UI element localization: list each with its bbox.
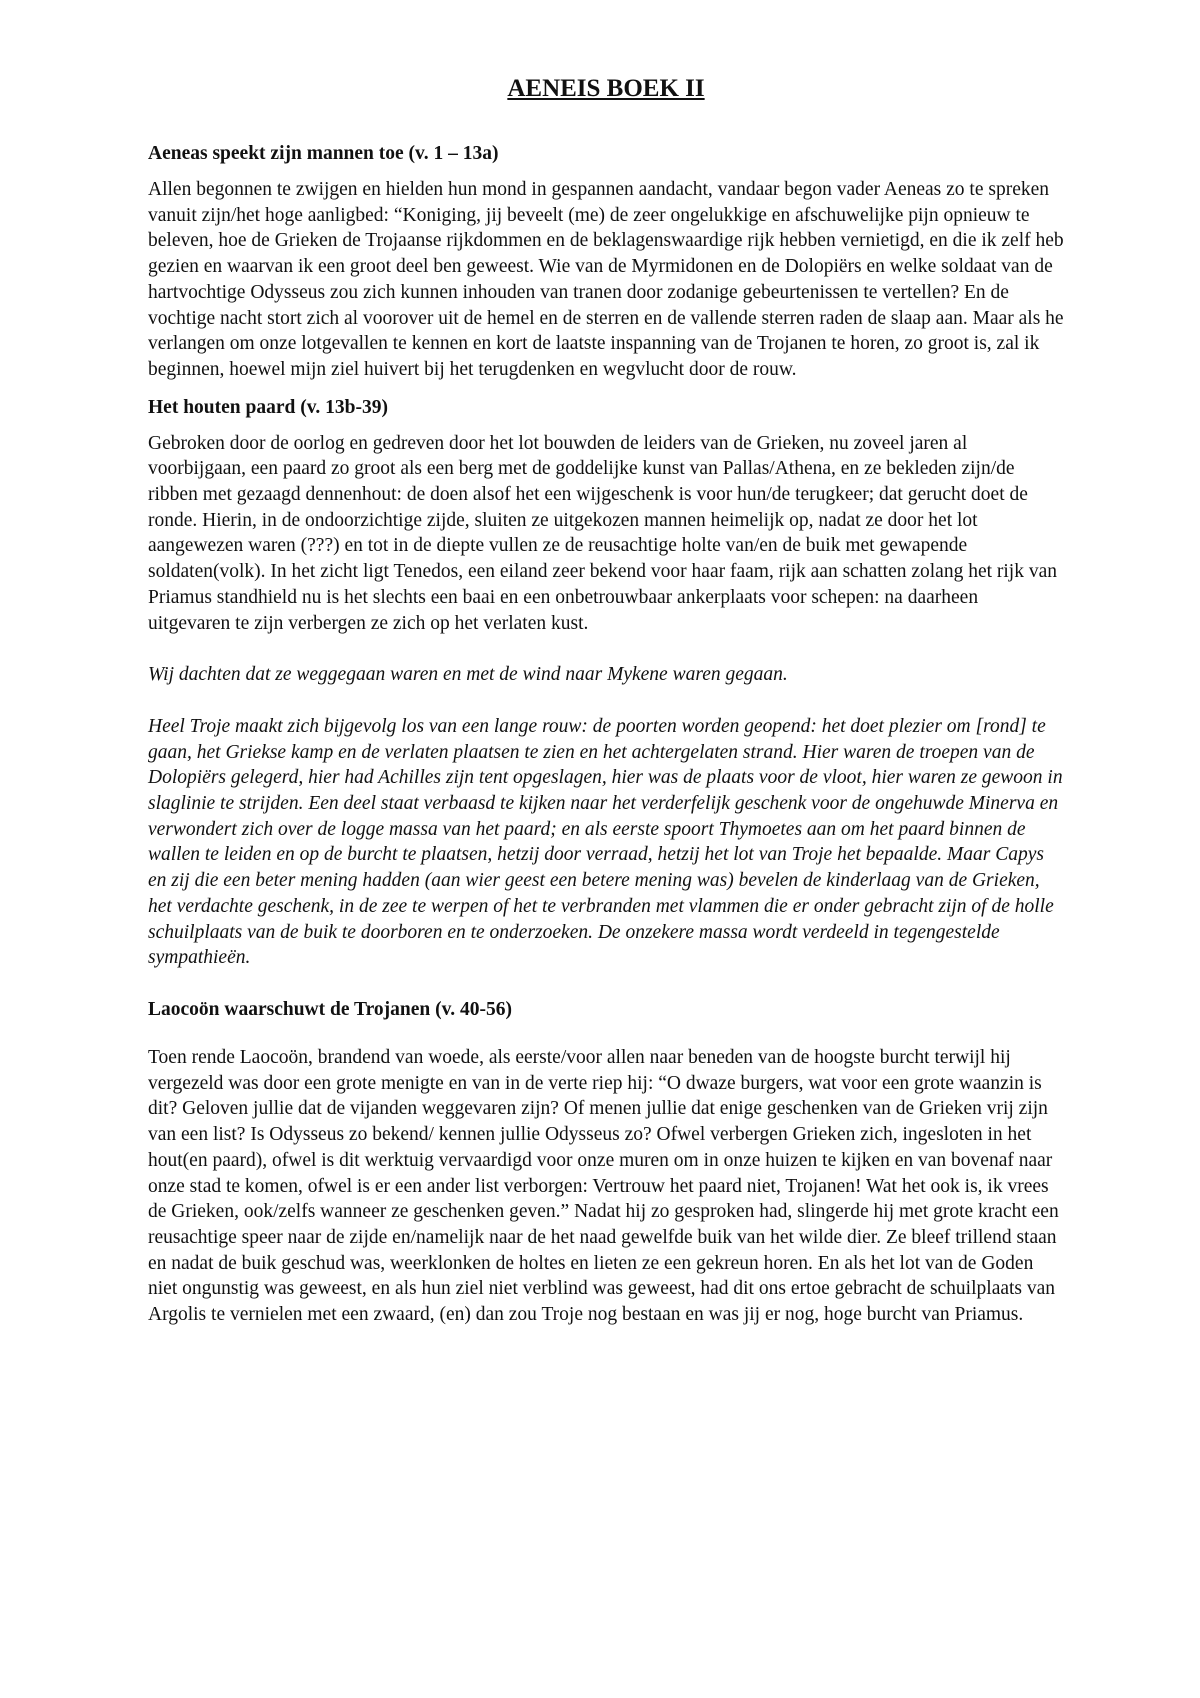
- section-paragraph: Allen begonnen te zwijgen en hielden hun mond in gespannen aandacht, vandaar begon vader Aeneas zo te spreken vanuit zijn/het hoge aanligbed: “Koniging, jij beveelt (me) de zeer ongelukkige en afschuwelijke pijn opnieuw te beleven, hoe de Grieken de Trojaanse rijkdommen en de beklagenswaardige rijk hebben vernietigd, en die ik zelf heb gezien en waarvan ik een groot deel ben geweest. Wie van de Myrmidonen en de Dolopiërs en welke soldaat van de hartvochtige Odysseus zou zich kunnen inhouden van tranen door zodanige gebeurtenissen te vertellen? En de vochtige nacht stort zich al voorover uit de hemel en de sterren en de vallende sterren raden de slaap aan. Maar als he verlangen om onze lotgevallen te kennen en kort de laatste inspanning van de Trojanen te horen, zo groot is, zal ik beginnen, hoewel mijn ziel huivert bij het terugdenken en wegvlucht door de rouw.: [148, 179, 1064, 380]
- section-paragraph: Toen rende Laocoön, brandend van woede, als eerste/voor allen naar beneden van de hoogste burcht terwijl hij vergezeld was door een grote menigte en van in de verte riep hij: “O dwaze burgers, wat voor een grote waanzin is dit? Geloven jullie dat de vijanden weggevaren zijn? Of menen jullie dat enige geschenken van de Grieken vrij zijn van een list? Is Odysseus zo bekend/ kennen jullie Odysseus zo? Ofwel verbergen Grieken zich, ingesloten in het hout(en paard), ofwel is dit werktuig vervaardigd voor onze muren om in onze huizen te kijken en van bovenaf naar onze stad te komen, ofwel is er een ander list verborgen: Vertrouw het paard niet, Trojanen! Wat het ook is, ik vrees de Grieken, ook/zelfs wanneer ze geschenken geven.” Nadat hij zo gesproken had, slingerde hij met grote kracht een reusachtige speer naar de zijde en/namelijk naar de het naad gewelfde buik van het wilde dier. Ze bleef trillend staan en nadat de buik geschud was, weerklonken de holtes en lieten ze een gekreun horen. En als het lot van de Goden niet ongunstig was geweest, en als hun ziel niet verblind was geweest, had dit ons ertoe gebracht de schuilplaats van Argolis te vernielen met een zwaard, (en) dan zou Troje nog bestaan en was jij er nog, hoge burcht van Priamus.: [148, 1046, 1059, 1326]
- section-heading-wooden-horse: Het houten paard (v. 13b-39): [148, 396, 388, 418]
- document-body: [148, 68, 1064, 1340]
- section-heading-aeneas-speaks: Aeneas speekt zijn mannen toe (v. 1 – 13a): [148, 143, 499, 164]
- section-heading-laocoon: Laocoön waarschuwt de Trojanen (v. 40-56): [148, 998, 513, 1020]
- italic-paragraph: Heel Troje maakt zich bijgevolg los van een lange rouw: de poorten worden geopend: het doet plezier om [rond] te gaan, het Griekse kamp en de verlaten plaatsen te zien en het achtergelaten strand. Hier waren de troepen van de Dolopiërs gelegerd, hier had Achilles zijn tent opgeslagen, hier was de plaats voor de vloot, hier waren ze gewoon in slaglinie te strijden. Een deel staat verbaasd te kijken naar het verderfelijk geschenk voor de ongehuwde Minerva en verwondert zich over de logge massa van het paard; en als eerste spoort Thymoetes aan om het paard binnen de wallen te leiden en op de burcht te plaatsen, hetzij door verraad, hetzij het lot van Troje het bepaalde. Maar Capys en zij die een beter mening hadden (aan wier geest een betere mening was) bevelen de kinderlaag van de Grieken, het verdachte geschenk, in de zee te werpen of het te verbranden met vlammen die er onder gebracht zijn of de holle schuilplaats van de buik te doorboren en te onderzoeken. De onzekere massa wordt verdeeld in tegengestelde sympathieën.: [148, 715, 1063, 969]
- italic-paragraph: Wij dachten dat ze weggegaan waren en met de wind naar Mykene waren gegaan.: [148, 664, 788, 686]
- section-paragraph: Gebroken door de oorlog en gedreven door het lot bouwden de leiders van de Grieken, nu zoveel jaren al voorbijgaan, een paard zo groot als een berg met de goddelijke kunst van Pallas/Athena, en ze bekleden zijn/de ribben met gezaagd dennenhout: de doen alsof het een wijgeschenk is voor hun/de terugkeer; dat gerucht doet de ronde. Hierin, in de ondoorzichtige zijde, sluiten ze uitgekozen mannen heimelijk op, nadat ze door het lot aangewezen waren (???) en tot in de diepte vullen ze de reusachtige holte van/en de buik met gewapende soldaten(volk). In het zicht ligt Tenedos, een eiland zeer bekend voor haar faam, rijk aan schatten zolang het rijk van Priamus standhield nu is het slechts een baai en een onbetrouwbaar ankerplaats voor schepen: na daarheen uitgevaren te zijn verbergen ze zich op het verlaten kust.: [148, 432, 1058, 634]
- document-title: AENEIS BOEK II: [507, 75, 705, 102]
